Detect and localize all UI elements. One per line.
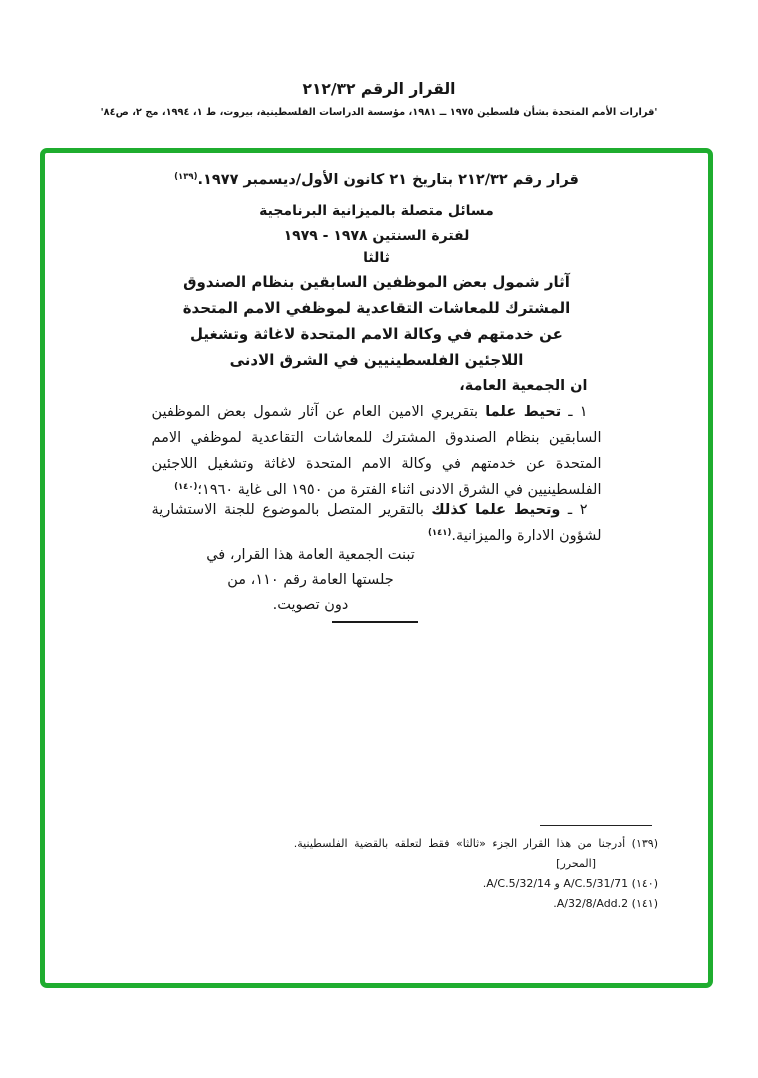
section-label: ثالثا [363, 250, 390, 266]
source-citation: 'قرارات الأمم المتحدة بشأن فلسطين ١٩٧٥ ــ ١٩٨١، مؤسسة الدراسات الفلسطينية، بيروت، ط ١، ١٩٩٤، مج ٢، ص٨٤' [100, 107, 658, 118]
footnote-139 [246, 834, 658, 854]
adoption-line: تبنت الجمعية العامة هذا القرار، في [206, 547, 415, 563]
page-title: القرار الرقم ٢١٢/٣٢ [302, 80, 456, 98]
footnote-text: A/32/8/Add.2. [553, 897, 629, 910]
footnote-text: أدرجنا من هذا القرار الجزء «ثالثا» فقط لتعلقه بالقضية الفلسطينية. [293, 837, 626, 850]
footnote-text: A/C.5/31/71 و A/C.5/32/14. [482, 877, 629, 890]
end-divider-rule [332, 621, 418, 623]
paragraph-lead-bold: وتحيط علما كذلك [431, 502, 561, 518]
footnote-ref-141: (١٤١) [428, 528, 452, 538]
section-title [152, 269, 602, 373]
preamble: ان الجمعية العامة، [459, 378, 588, 394]
footnote-ref-139: (١٣٩) [174, 172, 198, 182]
footnote-140 [246, 874, 658, 894]
section-title-line: المشترك للمعاشات التقاعدية لموظفي الامم المتحدة [182, 299, 571, 317]
adoption-note [192, 543, 430, 618]
paragraph-lead-bold: تحيط علما [485, 404, 562, 420]
footnote-number: (١٤١) [631, 897, 658, 910]
paragraph-number: ٢ ـ [560, 502, 588, 518]
section-title-line: عن خدمتهم في وكالة الامم المتحدة لاغاثة وتشغيل [190, 325, 563, 343]
operative-paragraph-1 [152, 399, 602, 503]
footnote-editor-tag: [المحرر] [556, 857, 596, 870]
paragraph-text: بالتقرير المتصل بالموضوع للجنة الاستشارية لشؤون الادارة والميزانية. [151, 502, 602, 544]
paragraph-number: ١ ـ [561, 404, 588, 420]
footnotes-section [246, 821, 658, 914]
resolution-frame [40, 148, 713, 988]
adoption-line: جلستها العامة رقم ١١٠، من [227, 572, 394, 588]
footnote-number: (١٣٩) [631, 837, 658, 850]
footnote-ref-140: (١٤٠) [174, 482, 198, 492]
page-header [0, 80, 758, 118]
paragraph-text: بتقريري الامين العام عن آثار شمول بعض الموظفين السابقين بنظام الصندوق المشترك للمعاشات التقاعدية لموظفي الامم المتحدة عن خدمتهم في وكالة الامم المتحدة لاغاثة وتشغيل اللاجئين الفلسطينيين في الشرق الادنى اثناء الفترة من ١٩٥٠ الى غاية ١٩٦٠؛ [151, 404, 602, 498]
footnote-number: (١٤٠) [631, 877, 658, 890]
subject-line-2: لفترة السنتين ١٩٧٨ - ١٩٧٩ [283, 228, 470, 244]
section-title-line: اللاجئين الفلسطينيين في الشرق الادنى [229, 351, 524, 369]
resolution-heading-text: قرار رقم ٢١٢/٣٢ بتاريخ ٢١ كانون الأول/ديسمبر ١٩٧٧. [197, 172, 579, 188]
resolution-body [152, 153, 602, 623]
adoption-line: دون تصويت. [272, 597, 349, 613]
footnote-divider-rule [540, 825, 652, 826]
section-title-line: آثار شمول بعض الموظفين السابقين بنظام الصندوق [183, 273, 570, 291]
operative-paragraph-2 [152, 497, 602, 549]
resolution-heading [152, 169, 602, 191]
subject-line-1: مسائل متصلة بالميزانية البرنامجية [259, 203, 494, 219]
footnote-141 [246, 894, 658, 914]
